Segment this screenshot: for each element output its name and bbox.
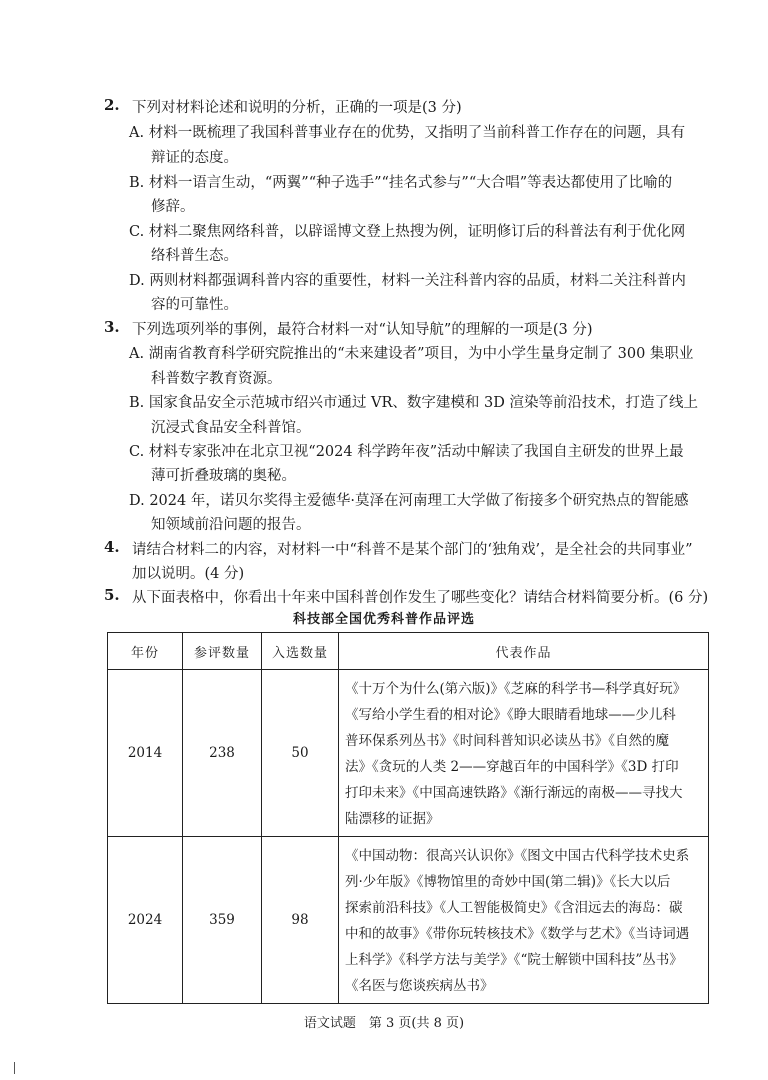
table-row (108, 670, 709, 837)
q3-option-c: C. 材料专家张冲在北京卫视“2024 科学跨年夜”活动中解读了我国自主研发的世界上最 (129, 444, 684, 460)
q2-option-a-cont: 辩证的态度。 (151, 150, 238, 166)
question-4-line-1: 请结合材料二的内容，对材料一中“科普不是某个部门的‘独角戏’，是全社会的共同事业” (132, 542, 693, 558)
header-year: 年份 (108, 633, 183, 670)
works-line: 《写给小学生看的相对论》《睁大眼睛看地球——少儿科 (345, 707, 676, 723)
row-2014-entries: 238 (183, 670, 262, 837)
works-line: 打印未来》《中国高速铁路》《渐行渐远的南极——寻找大 (345, 785, 683, 801)
header-entries: 参评数量 (183, 633, 262, 670)
row-2024-entries: 359 (183, 837, 262, 1004)
q3-option-c-cont: 薄可折叠玻璃的奥秘。 (151, 468, 296, 484)
q3-option-d: D. 2024 年，诺贝尔奖得主爱德华·莫泽在河南理工大学做了衔接多个研究热点的智能感 (129, 493, 689, 509)
q2-option-b-cont: 修辞。 (151, 199, 195, 215)
question-4-number: 4. (104, 538, 120, 556)
table-title: 科技部全国优秀科普作品评选 (292, 612, 475, 627)
row-2014-year: 2014 (108, 670, 183, 837)
table-row (108, 837, 709, 1004)
header-selected: 入选数量 (262, 633, 339, 670)
q3-option-a-cont: 科普数字教育资源。 (151, 371, 282, 387)
works-line: 《中国动物：很高兴认识你》《图文中国古代科学技术史系 (345, 848, 690, 864)
works-line: 中和的故事》《带你玩转核技术》《数学与艺术》《当诗词遇 (345, 926, 690, 942)
works-line: 《名医与您谈疾病丛书》 (345, 978, 494, 994)
row-2024-year: 2024 (108, 837, 183, 1004)
q2-option-d: D. 两则材料都强调科普内容的重要性，材料一关注科普内容的品质，材料二关注科普内 (129, 273, 686, 289)
works-line: 列·少年版》《博物馆里的奇妙中国(第二辑)》《长大以后 (345, 874, 671, 890)
question-4-line-2: 加以说明。(4 分) (132, 566, 245, 582)
q2-option-c: C. 材料二聚焦网络科普，以辟谣博文登上热搜为例，证明修订后的科普法有利于优化网 (129, 224, 686, 240)
works-line: 普环保系列丛书》《时间科普知识必读丛书》《自然的魔 (345, 733, 669, 749)
q2-option-d-cont: 容的可靠性。 (151, 297, 238, 313)
q2-option-b: B. 材料一语言生动，“两翼”“种子选手”“挂名式参与”“大合唱”等表达都使用了比喻的 (129, 175, 673, 191)
works-line: 上科学》《科学方法与美学》《“院士解锁中国科技”丛书》 (345, 952, 683, 968)
row-2014-selected: 50 (262, 670, 339, 837)
question-5-number: 5. (104, 586, 120, 604)
header-works: 代表作品 (339, 633, 709, 670)
q3-option-b: B. 国家食品安全示范城市绍兴市通过 VR、数字建模和 3D 渲染等前沿技术，打造了线上 (129, 395, 698, 411)
q3-option-a: A. 湖南省教育科学研究院推出的“未来建设者”项目，为中小学生量身定制了 300 集职业 (129, 346, 694, 362)
edge-mark (14, 1062, 15, 1074)
question-3-stem: 下列选项列举的事例，最符合材料一对“认知导航”的理解的一项是(3 分) (132, 322, 593, 338)
row-2014-works (339, 670, 709, 837)
question-2-stem: 下列对材料论述和说明的分析，正确的一项是(3 分) (132, 100, 462, 116)
q2-option-a: A. 材料一既梳理了我国科普事业存在的优势，又指明了当前科普工作存在的问题，具有 (129, 125, 686, 141)
question-2-number: 2. (104, 96, 120, 114)
q2-option-c-cont: 络科普生态。 (151, 248, 238, 264)
works-line: 《十万个为什么(第六版)》《芝麻的科学书—科学真好玩》 (345, 681, 687, 697)
row-2024-works (339, 837, 709, 1004)
question-3-number: 3. (104, 318, 120, 336)
works-line: 法》《贪玩的人类 2——穿越百年的中国科学》《3D 打印 (345, 759, 679, 775)
question-5-stem: 从下面表格中，你看出十年来中国科普创作发生了哪些变化？请结合材料简要分析。(6 分) (132, 590, 709, 606)
works-line: 探索前沿科技》《人工智能极简史》《含泪远去的海岛：碳 (345, 900, 683, 916)
page-footer: 语文试题 第 3 页(共 8 页) (303, 1016, 465, 1031)
works-line: 陆漂移的证据》 (345, 811, 440, 827)
table-header-row (108, 633, 709, 670)
q3-option-b-cont: 沉浸式食品安全科普馆。 (151, 420, 311, 436)
q3-option-d-cont: 知领域前沿问题的报告。 (151, 517, 311, 533)
row-2024-selected: 98 (262, 837, 339, 1004)
selection-table (107, 632, 709, 1004)
